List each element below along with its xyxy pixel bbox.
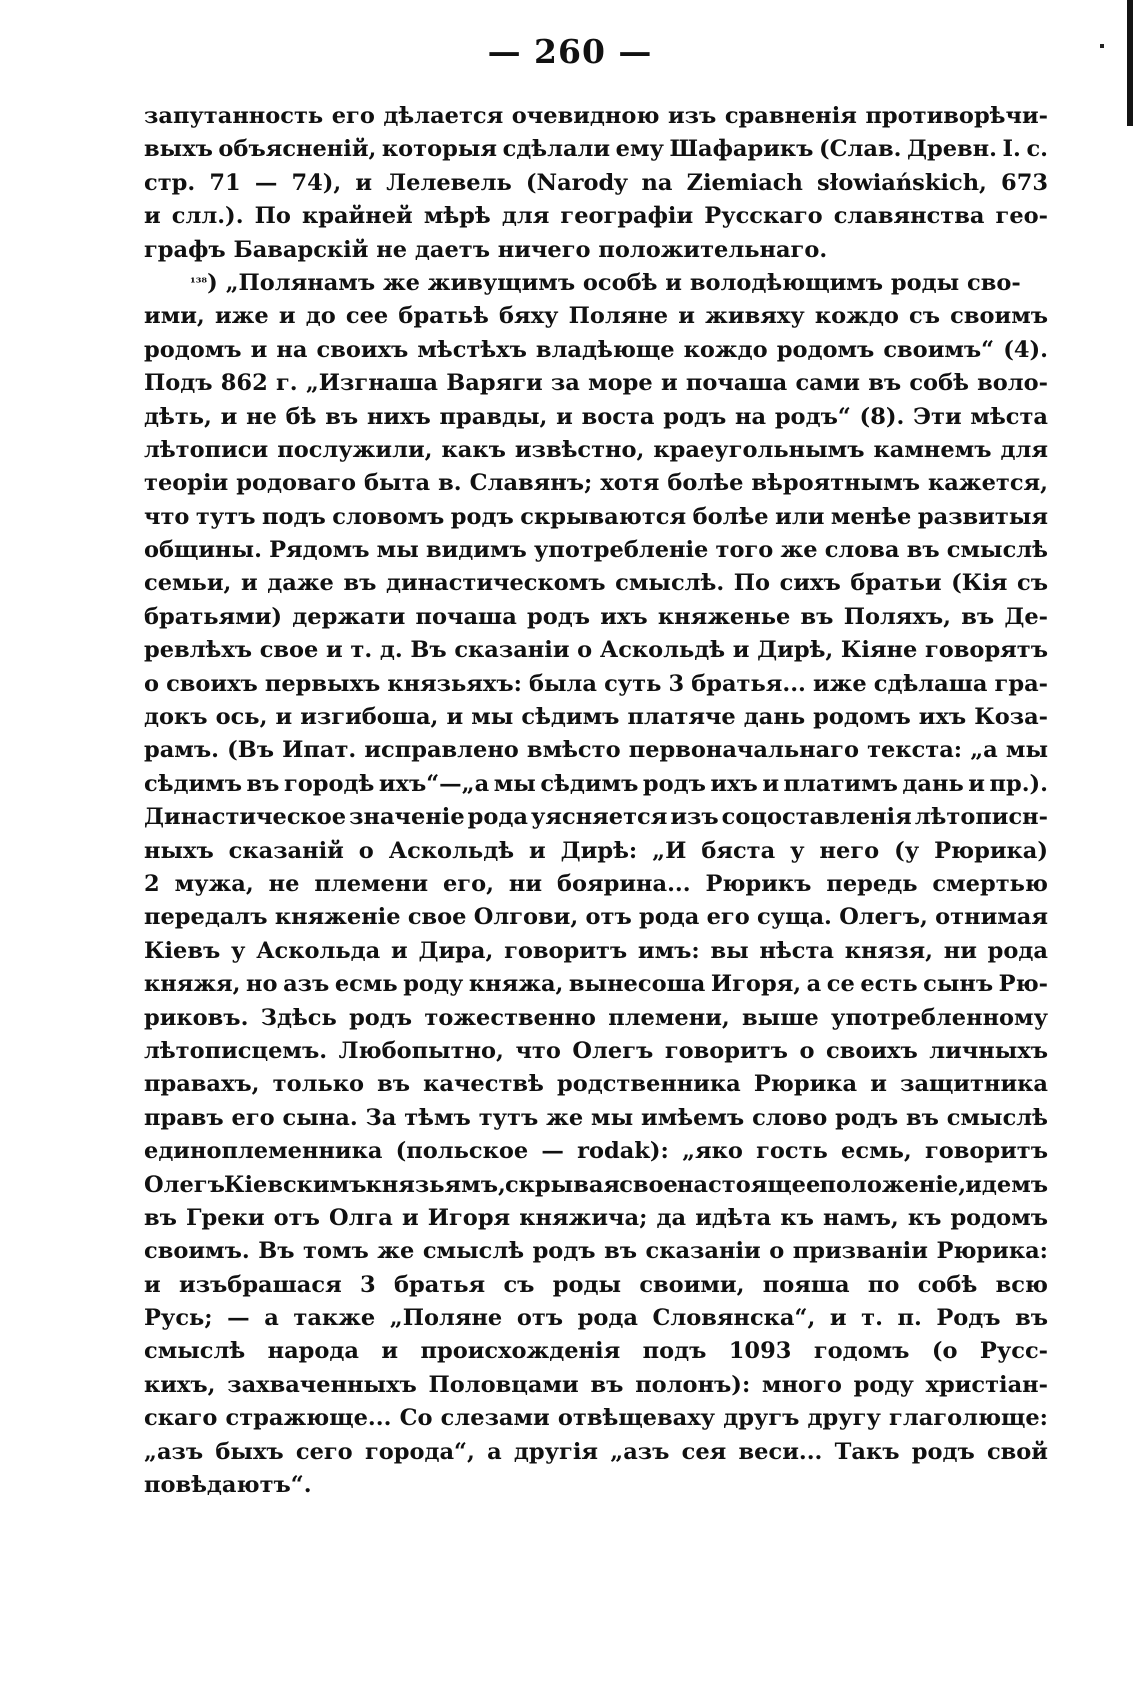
paragraph-2 xyxy=(144,267,1048,1502)
text-line: Русь; — а также „Поляне отъ рода Словянска“, и т. п. Родъ въ xyxy=(144,1305,1048,1332)
text-line: ныхъ сказаній о Аскольдѣ и Дирѣ: „И бяста у него (у Рюрика) xyxy=(144,837,1048,864)
text-line: лѣтописцемъ. Любопытно, что Олегъ говоритъ о своихъ личныхъ xyxy=(144,1037,1048,1064)
text-line: стр. 71 — 74), и Лелевель (Narody na Ziemiach słowiańskich, 673 xyxy=(144,169,1048,196)
text-line: княжя, но азъ есмь роду княжа, вынесоша Игоря, а се есть сынъ Рю- xyxy=(144,971,1048,998)
text-line: выхъ объясненій, которыя сдѣлали ему Шафарикъ (Слав. Древн. I. с. xyxy=(144,136,1048,163)
text-line: запутанность его дѣлается очевидною изъ сравненія противорѣчи- xyxy=(144,103,1048,129)
text-line: ревлѣхъ свое и т. д. Въ сказаніи о Аскольдѣ и Дирѣ, Кіяне говорятъ xyxy=(144,637,1048,664)
text-line: правахъ, только въ качествѣ родственника Рюрика и защитника xyxy=(144,1071,1048,1098)
text-line: лѣтописи послужили, какъ извѣстно, краеугольнымъ камнемъ для xyxy=(144,436,1048,463)
text-line: дѣть, и не бѣ въ нихъ правды, и воста родъ на родъ“ (8). Эти мѣста xyxy=(144,403,1048,430)
text-line: Олегъ Кіевскимъ князьямъ, скрывая свое настоящее положеніе, идемъ xyxy=(144,1171,1048,1198)
text-line: кихъ, захваченныхъ Половцами въ полонъ): много роду христіан- xyxy=(144,1371,1048,1398)
text-line: „азъ быхъ сего города“, а другія „азъ сея веси... Такъ родъ свой xyxy=(144,1438,1048,1465)
text-line: ¹³⁸ ) „Полянамъ же живущимъ особѣ и володѣющимъ роды сво- xyxy=(144,267,1048,300)
text-line: о своихъ первыхъ князьяхъ: была суть 3 братья... иже сдѣлаша гра- xyxy=(144,670,1048,697)
body-text xyxy=(144,100,1048,1502)
text-line: правъ его сына. За тѣмъ тутъ же мы имѣемъ слово родъ въ смыслѣ xyxy=(144,1104,1048,1131)
text-line: докъ ось, и изгибоша, и мы сѣдимъ платяче дань родомъ ихъ Коза- xyxy=(144,704,1048,731)
text-line: Династическое значеніе рода уясняется изъ соцоставленія лѣтописн- xyxy=(144,804,1048,831)
text-line: теоріи родоваго быта в. Славянъ; хотя болѣе вѣроятнымъ кажется, xyxy=(144,470,1048,497)
text-line: своимъ. Въ томъ же смыслѣ родъ въ сказаніи о призваніи Рюрика: xyxy=(144,1238,1048,1265)
text-line: смыслѣ народа и происхожденія подъ 1093 годомъ (о Русс- xyxy=(144,1338,1048,1365)
text-line: передалъ княженіе свое Олгови, отъ рода его суща. Олегъ, отнимая xyxy=(144,904,1048,931)
text-line: и слл.). По крайней мѣрѣ для географіи Русскаго славянства гео- xyxy=(144,203,1048,230)
page-number: — 260 — xyxy=(487,32,653,71)
text-line: сѣдимъ въ городѣ ихъ“—„а мы сѣдимъ родъ ихъ и платимъ дань и пр.). xyxy=(144,770,1049,797)
text-line: 2 мужа, не племени его, ни боярина... Рюрикъ передь смертью xyxy=(144,870,1048,897)
text-line: что тутъ подъ словомъ родъ скрываются болѣе или менѣе развитыя xyxy=(144,503,1048,530)
text-line: общины. Рядомъ мы видимъ употребленіе того же слова въ смыслѣ xyxy=(144,537,1048,564)
text-line: повѣдаютъ“. xyxy=(144,1472,312,1499)
text-line: Подъ 862 г. „Изгнаша Варяги за море и почаша сами въ собѣ воло- xyxy=(144,370,1048,397)
text-line: рамъ. (Въ Ипат. исправлено вмѣсто первоначальнаго текста: „а мы xyxy=(144,737,1048,764)
footnote-marker: ¹³⁸ xyxy=(190,275,208,291)
text-line: скаго стражюще... Со слезами отвѣщеваху другъ другу глаголюще: xyxy=(144,1405,1048,1432)
paragraph-1 xyxy=(144,100,1048,267)
text-line: въ Греки отъ Олга и Игоря княжича; да идѣта къ намъ, къ родомъ xyxy=(144,1204,1048,1231)
text-line: братьями) держати почаша родъ ихъ княженье въ Поляхъ, въ Де- xyxy=(144,603,1048,630)
text-line: единоплеменника (польское — rodak): „яко гость есмь, говоритъ xyxy=(144,1138,1048,1165)
text-line: риковъ. Здѣсь родъ тожественно племени, выше употребленному xyxy=(144,1004,1048,1031)
text-line: родомъ и на своихъ мѣстѣхъ владѣюще кождо родомъ своимъ“ (4). xyxy=(144,336,1048,363)
text-line: графъ Баварскій не даетъ ничего положительнаго. xyxy=(144,236,828,263)
text-line: семьи, и даже въ династическомъ смыслѣ. По сихъ братьи (Кія съ xyxy=(144,570,1048,597)
text-line: и изъбрашася 3 братья съ роды своими, пояша по собѣ всю xyxy=(144,1271,1048,1298)
text-line: Кіевъ у Аскольда и Дира, говоритъ имъ: вы нѣста князя, ни рода xyxy=(144,937,1048,964)
text-line: ими, иже и до сее братьѣ бяху Поляне и живяху кождо съ своимъ xyxy=(144,303,1048,330)
